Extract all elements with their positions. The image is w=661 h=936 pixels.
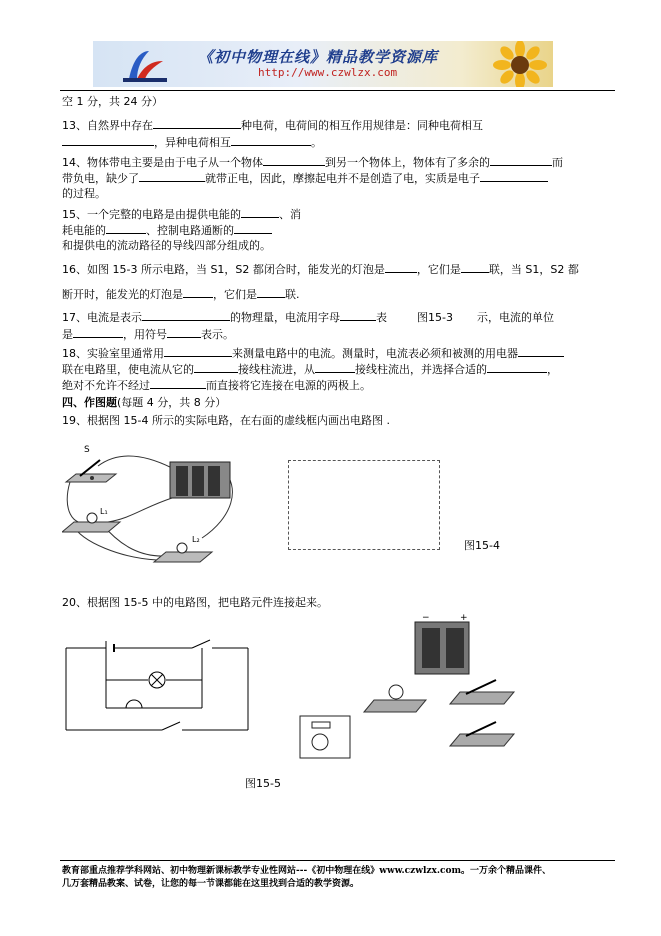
blank[interactable] — [257, 286, 285, 298]
blank[interactable] — [62, 134, 154, 146]
banner-url: http://www.czwlzx.com — [258, 66, 398, 79]
question-16-line-1: 16、如图 15-3 所示电路，当 S1，S2 都闭合时，能发光的灯泡是 ，它们是 联，当 S1，S2 都 — [62, 263, 579, 276]
question-17-line-2: 是 ，用符号 表示。 — [62, 328, 234, 341]
blank[interactable] — [167, 326, 201, 338]
blank[interactable] — [231, 134, 311, 146]
bell-icon — [300, 716, 350, 758]
blank[interactable] — [490, 154, 552, 166]
label-l2: L₂ — [192, 535, 200, 544]
blank[interactable] — [518, 345, 564, 357]
blank[interactable] — [153, 117, 241, 129]
svg-text:+: + — [460, 613, 468, 623]
banner-title: 《初中物理在线》精品教学资源库 — [198, 48, 439, 66]
blank[interactable] — [315, 361, 355, 373]
blank[interactable] — [106, 222, 146, 234]
blank[interactable] — [480, 170, 548, 182]
logo-icon — [111, 45, 171, 85]
figure-15-5-components — [290, 612, 540, 762]
switch-2-icon — [450, 722, 514, 746]
battery-icon — [415, 613, 469, 674]
switch-icon — [66, 460, 116, 482]
footer-line-1: 教育部重点推荐学科网站、初中物理新课标教学专业性网站---《初中物理在线》www.czwlzx.com。一万余个精品课件、 — [62, 866, 552, 876]
lamp-symbol-icon — [149, 672, 165, 688]
question-14-line-1: 14、物体带电主要是由于电子从一个物体 到另一个物体上，物体有了多余的 而 — [62, 156, 563, 169]
label-s: S — [84, 445, 90, 455]
blank[interactable] — [164, 345, 232, 357]
label-l1: L₁ — [100, 507, 108, 516]
blank[interactable] — [340, 309, 376, 321]
blank[interactable] — [263, 154, 325, 166]
question-20: 20、根据图 15-5 中的电路图，把电路元件连接起来。 — [62, 596, 328, 609]
figure-15-5-schematic — [62, 638, 262, 738]
blank[interactable] — [385, 261, 417, 273]
blank[interactable] — [73, 326, 123, 338]
question-13-line-1: 13、自然界中存在 种电荷，电荷间的相互作用规律是：同种电荷相互 — [62, 119, 483, 132]
question-16-line-2: 断开时，能发光的灯泡是 ，它们是 联. — [62, 288, 300, 301]
blank[interactable] — [241, 206, 279, 218]
header-rule — [60, 90, 615, 91]
battery-icon — [170, 462, 230, 498]
score-note: 空 1 分，共 24 分） — [62, 95, 163, 108]
bulb-holder-icon — [364, 685, 426, 712]
blank[interactable] — [142, 309, 230, 321]
header-banner — [93, 41, 553, 87]
blank[interactable] — [461, 261, 489, 273]
sunflower-icon — [488, 41, 553, 87]
blank[interactable] — [139, 170, 205, 182]
figure-15-4-real-circuit — [62, 438, 262, 578]
question-15-line-2: 耗电能的 、控制电路通断的 — [62, 222, 272, 238]
switch-1-icon — [450, 680, 514, 704]
question-13-line-2: ，异种电荷相互 。 — [62, 134, 322, 150]
question-14-line-3: 的过程。 — [62, 187, 106, 200]
question-15-line-1: 15、一个完整的电路是由提供电能的 、消 — [62, 208, 301, 221]
svg-text:−: − — [422, 613, 430, 623]
blank[interactable] — [150, 377, 206, 389]
footer-text — [62, 865, 602, 891]
blank[interactable] — [194, 361, 238, 373]
bulb-l2-icon — [154, 543, 212, 562]
question-18-line-2: 联在电路里，使电流从它的 接线柱流进，从 接线柱流出，并选择合适的 ， — [62, 363, 558, 376]
blank[interactable] — [183, 286, 213, 298]
figure-15-4-caption: 图15-4 — [464, 539, 500, 552]
figure-15-5-caption: 图15-5 — [245, 777, 281, 790]
blank[interactable] — [234, 222, 272, 234]
question-15-line-3: 和提供电的流动路径的导线四部分组成的。 — [62, 239, 271, 252]
question-18-line-1: 18、实验室里通常用 来测量电路中的电流。测量时，电流表必须和被测的用电器 — [62, 345, 564, 361]
answer-box-dashed[interactable] — [288, 460, 440, 550]
section-4-heading: 四、作图题(每题 4 分，共 8 分） — [62, 396, 227, 409]
question-17-line-1: 17、电流是表示 的物理量，电流用字母 表 图15-3 示，电流的单位 — [62, 311, 554, 324]
question-18-line-3: 绝对不允许不经过 而直接将它连接在电源的两极上。 — [62, 379, 371, 392]
blank[interactable] — [487, 361, 547, 373]
footer-line-2: 几万套精品教案、试卷，让您的每一节课都能在这里找到合适的教学资源。 — [62, 879, 360, 889]
footer-rule — [60, 860, 615, 861]
question-19: 19、根据图 15-4 所示的实际电路，在右面的虚线框内画出电路图 . — [62, 414, 390, 427]
figure-15-3-ref: 图15-3 — [417, 311, 453, 324]
question-14-line-2: 带负电，缺少了 就带正电，因此，摩擦起电并不是创造了电，实质是电子 — [62, 170, 548, 186]
